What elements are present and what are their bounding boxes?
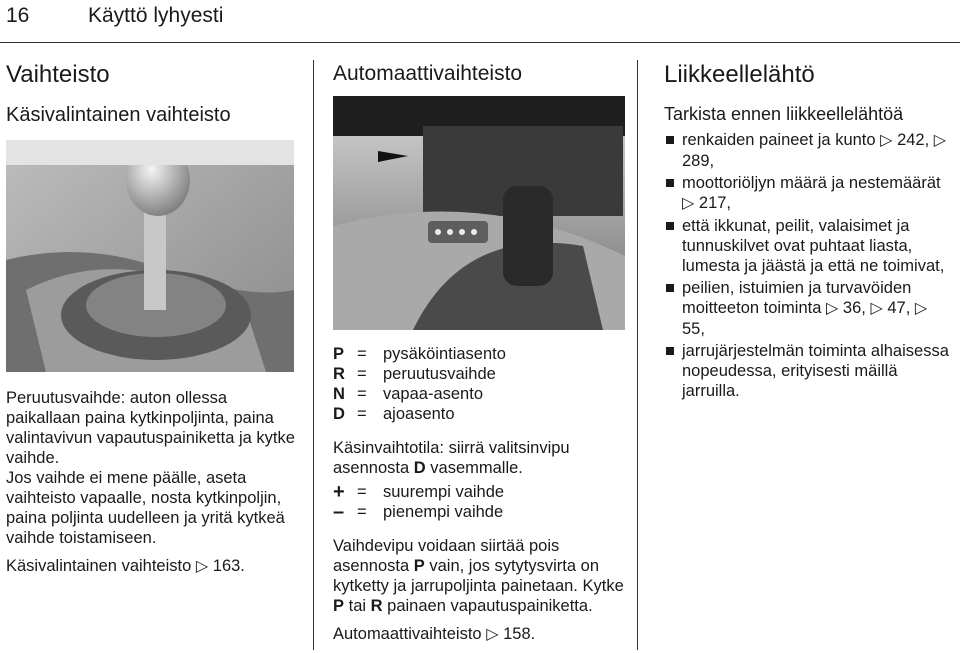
cross-reference — [6, 556, 296, 577]
legend-row-n: N = vapaa-asento — [333, 385, 483, 403]
section-title: Vaihteisto — [6, 61, 110, 88]
gear-retry-paragraph: Jos vaihde ei mene päälle, aseta vaihteisto vapaalle, nosta kytkinpoljin, paina poljinta uudelleen ja yritä kytkeä vaihde toistamiseen. — [6, 469, 285, 547]
arrow-right-outline-icon: ▷ — [914, 300, 928, 317]
gear-legend — [333, 344, 625, 424]
list-item: jarrujärjestelmän toiminta alhaisessa nopeudessa, erityisesti mäillä jarruilla. — [664, 341, 954, 401]
automatic-gear-lever-photo — [333, 96, 625, 330]
arrow-right-outline-icon: ▷ — [933, 132, 947, 149]
plus-icon: + — [333, 481, 345, 503]
reference-text: Käsivalintainen vaihteisto — [6, 557, 192, 575]
arrow-right-outline-icon: ▷ — [870, 300, 883, 317]
arrow-right-outline-icon: ▷ — [682, 195, 695, 212]
column-manual-transmission — [6, 60, 296, 128]
column-starting-off — [664, 60, 954, 403]
column-automatic-text — [333, 344, 625, 645]
reference-page: 163. — [212, 557, 245, 575]
arrow-right-outline-icon: ▷ — [195, 558, 209, 575]
header-divider — [0, 42, 960, 43]
legend-row-plus: + = suurempi vaihde — [333, 481, 505, 503]
column-divider-1 — [313, 60, 314, 650]
legend-row-r: R = peruutusvaihde — [333, 365, 496, 383]
manual-mode-paragraph: Käsinvaihtotila: siirrä valitsinvipu asennosta D vasemmalle. — [333, 439, 570, 477]
list-item: moottoriöljyn määrä ja nestemäärät ▷ 217, — [664, 173, 954, 214]
arrow-right-outline-icon: ▷ — [486, 626, 499, 643]
cross-reference: Automaattivaihteisto ▷ 158. — [333, 625, 536, 643]
checklist — [664, 130, 954, 401]
arrow-right-outline-icon: ▷ — [826, 300, 839, 317]
manual-gear-lever-photo — [6, 140, 294, 372]
lever-release-paragraph: Vaihdevipu voidaan siirtää pois asennosta P vain, jos sytytysvirta on kytketty ja jarrupoljinta painetaan. Kytke P tai R painaen vapautuspainiketta. — [333, 537, 624, 615]
page-number: 16 — [6, 4, 30, 27]
legend-row-d: D = ajoasento — [333, 405, 455, 423]
column-divider-2 — [637, 60, 638, 650]
list-item: että ikkunat, peilit, valaisimet ja tunnuskilvet ovat puhtaat liasta, lumesta ja jäästä ja että ne toimivat, — [664, 216, 954, 276]
list-item: renkaiden paineet ja kunto ▷ 242, ▷ 289, — [664, 130, 954, 171]
legend-row-p: P = pysäköintiasento — [333, 345, 506, 363]
running-title: Käyttö lyhyesti — [88, 4, 224, 27]
column-manual-text — [6, 388, 296, 577]
list-item: peilien, istuimien ja turvavöiden moitteeton toiminta ▷ 36, ▷ 47, ▷ 55, — [664, 278, 954, 339]
section-title: Automaattivaihteisto — [333, 62, 523, 85]
reverse-gear-paragraph: Peruutusvaihde: auton ollessa paikallaan paina kytkinpoljinta, paina valintavivun vapautuspainiketta ja kytke vaihde. — [6, 389, 295, 467]
section-subtitle: Käsivalintainen vaihteisto — [6, 104, 231, 126]
legend-row-minus: – = pienempi vaihde — [333, 501, 504, 523]
minus-icon: – — [333, 501, 345, 523]
section-subtitle: Tarkista ennen liikkeellelähtöä — [664, 104, 904, 124]
arrow-right-outline-icon: ▷ — [880, 132, 893, 149]
column-automatic-transmission — [333, 60, 625, 88]
page-header — [0, 0, 960, 44]
section-title: Liikkeellelähtö — [664, 61, 815, 88]
